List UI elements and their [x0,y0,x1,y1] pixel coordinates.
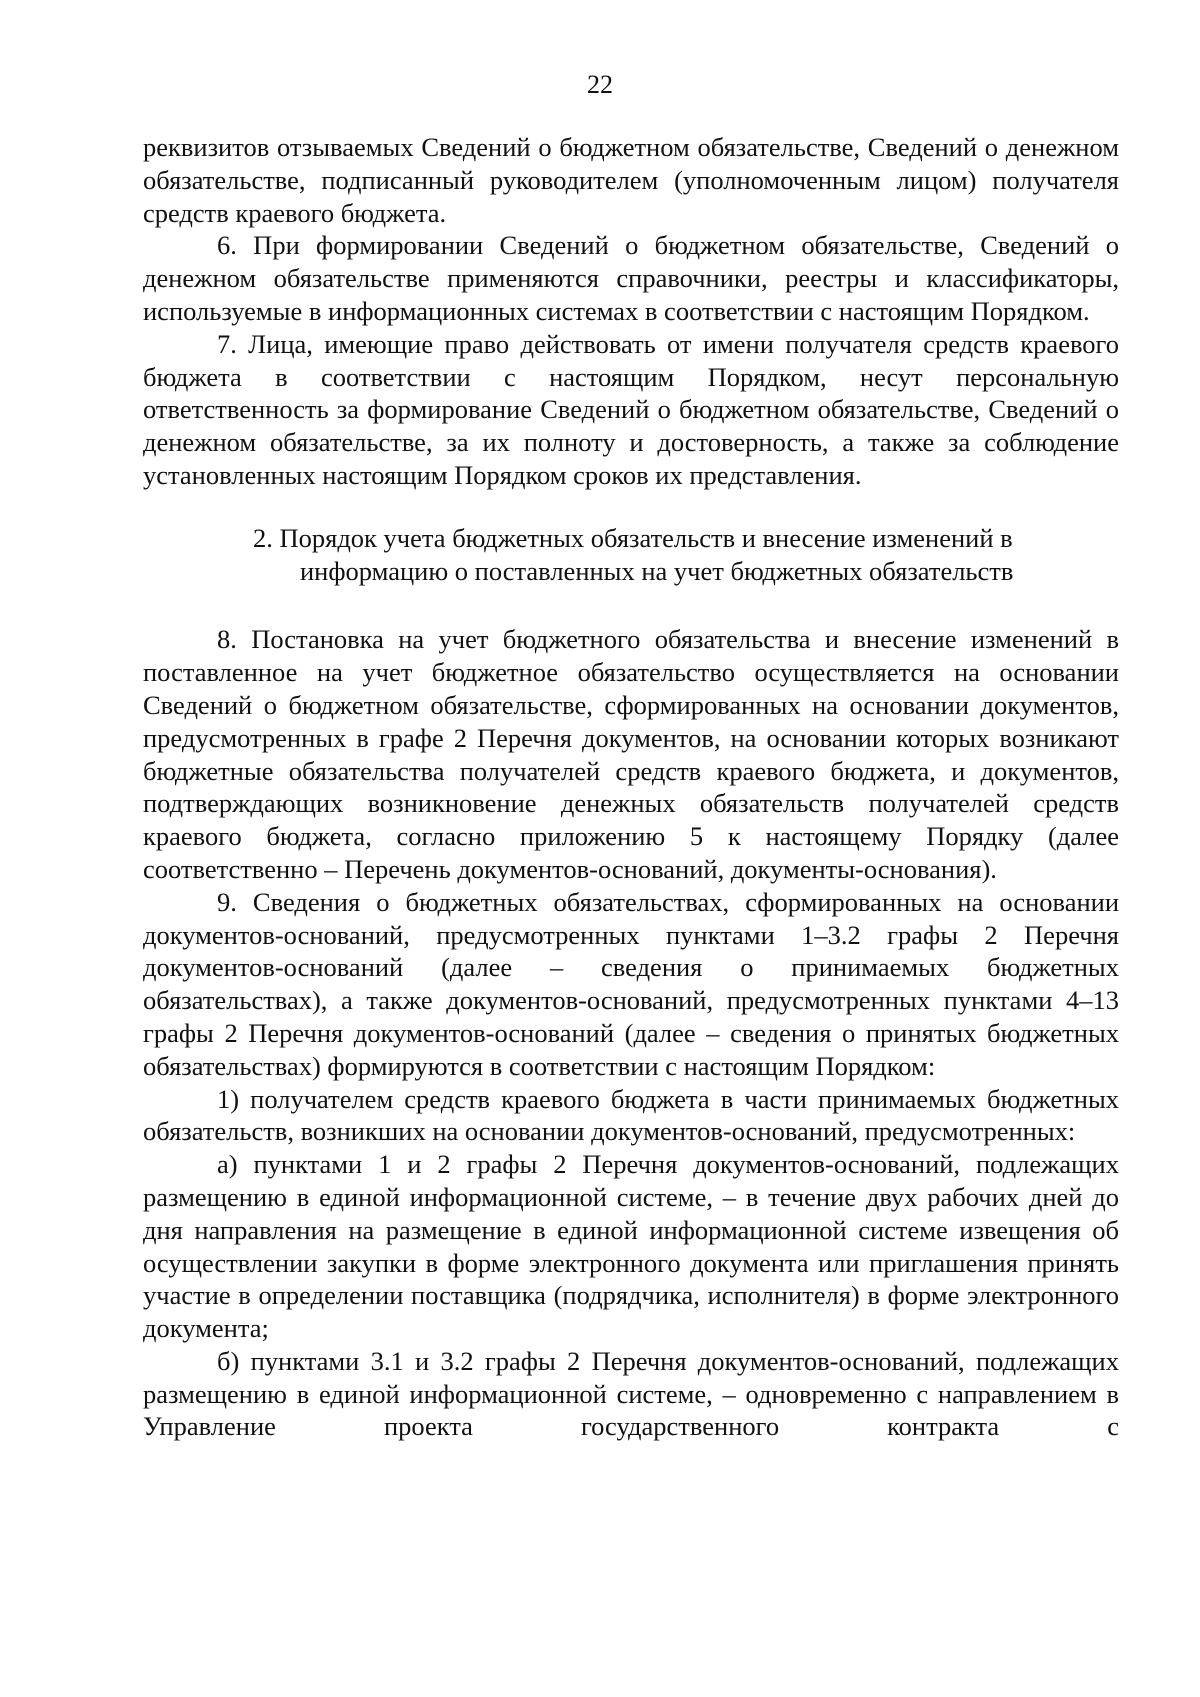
paragraph-subitem-1: 1) получателем средств краевого бюджета в части принимаемых бюджетных обязательств, возникших на основании документов-оснований, предусмотренных: [143,1083,1119,1147]
section-heading-line-1: 2. Порядок учета бюджетных обязательств и внесение изменений в [253,522,1013,553]
paragraph-item-6: 6. При формировании Сведений о бюджетном обязательстве, Сведений о денежном обязательстве применяются справочники, реестры и классификаторы, используемые в информационных системах в соответствии с настоящим Порядком. [143,230,1119,326]
paragraph-item-8: 8. Постановка на учет бюджетного обязательства и внесение изменений в поставленное на учет бюджетное обязательство осуществляется на основании Сведений о бюджетном обязательстве, сформированных на основании документов, предусмотренных в графе 2 Перечня документов, на основании которых возникают бюджетные обязательства получателей средств краевого бюджета, и документов, подтверждающих возникновение денежных обязательств получателей средств краевого бюджета, согласно приложению 5 к настоящему Порядку (далее соответственно – Перечень документов-оснований, документы-основания). [143,624,1119,884]
paragraph-continuation: реквизитов отзываемых Сведений о бюджетном обязательстве, Сведений о денежном обязательстве, подписанный руководителем (уполномоченным лицом) получателя средств краевого бюджета. [143,132,1119,228]
paragraph-item-9: 9. Сведения о бюджетных обязательствах, сформированных на основании документов-оснований, предусмотренных пунктами 1–3.2 графы 2 Перечня документов-оснований (далее – сведения о принимаемых бюджетных обязательствах), а также документов-оснований, предусмотренных пунктами 4–13 графы 2 Перечня документов-оснований (далее – сведения о принятых бюджетных обязательствах) формируются в соответствии с настоящим Порядком: [143,886,1119,1081]
document-body [143,131,1119,1443]
section-heading-line-2: информацию о поставленных на учет бюджетных обязательств [300,555,1014,586]
paragraph-item-7: 7. Лица, имеющие право действовать от имени получателя средств краевого бюджета в соответствии с настоящим Порядком, несут персональную ответственность за формирование Сведений о бюджетном обязательстве, Сведений о денежном обязательстве, за их полноту и достоверность, а также за соблюдение установленных настоящим Порядком сроков их представления. [143,328,1119,490]
page-number: 22 [587,70,613,99]
paragraph-subitem-a: а) пунктами 1 и 2 графы 2 Перечня документов-оснований, подлежащих размещению в единой информационной системе, – в течение двух рабочих дней до дня направления на размещение в единой информационной системе извещения об осуществлении закупки в форме электронного документа или приглашения принять участие в определении поставщика (подрядчика, исполнителя) в форме электронного документа; [143,1149,1119,1344]
paragraph-subitem-b: б) пунктами 3.1 и 3.2 графы 2 Перечня документов-оснований, подлежащих размещению в единой информационной системе, – одновременно с направлением в Управление проекта государственного контракта с [143,1345,1119,1442]
section-heading [143,522,1119,588]
